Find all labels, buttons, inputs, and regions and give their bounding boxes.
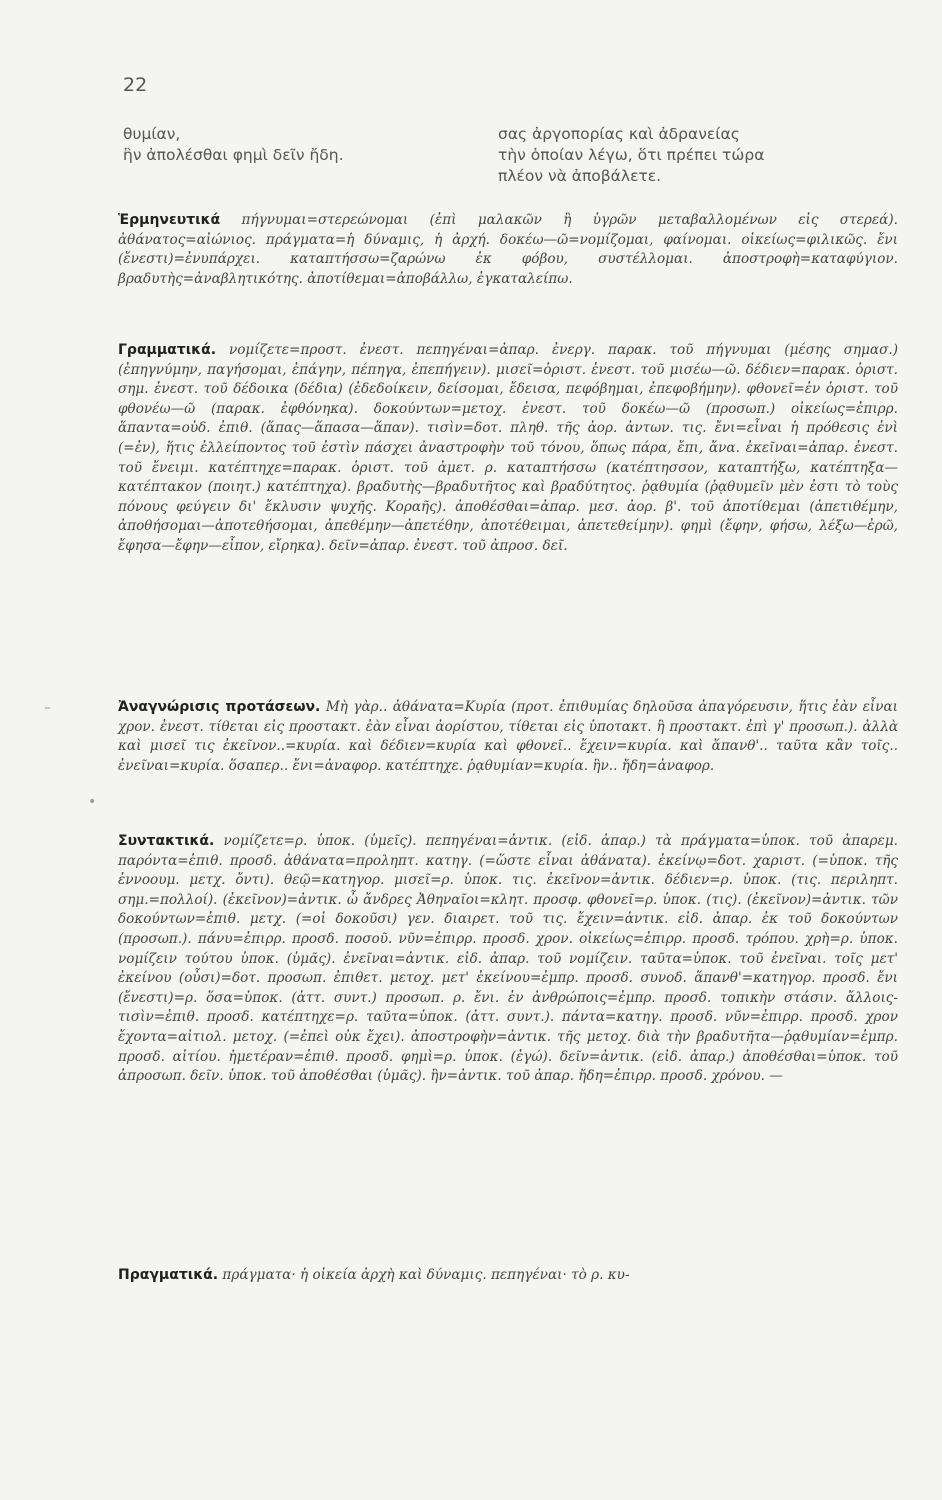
greek-text: [123, 124, 483, 187]
verse-block: [123, 124, 903, 187]
margin-dash-mark: –: [44, 700, 51, 716]
translation-line: σας ἀργοπορίας καὶ ἀδρανείας: [498, 125, 740, 143]
margin-dot-mark: •: [88, 794, 97, 810]
section-heading: Ἑρμηνευτικά: [118, 212, 221, 228]
section-grammatika: [118, 341, 898, 557]
translation-text: [498, 124, 903, 187]
greek-line: θυμίαν,: [123, 125, 181, 143]
section-heading: Γραμματικά.: [118, 342, 217, 358]
section-heading: Πραγματικά.: [118, 1267, 219, 1283]
section-syntaktika: [118, 832, 898, 1087]
section-body: νομίζετε=ρ. ὑποκ. (ὑμεῖς). πεπηγέναι=ἀντικ. (εἰδ. ἀπαρ.) τὰ πράγματα=ὑποκ. τοῦ ἀπαρεμ. παρόντα=ἐπιθ. προσδ. ἀθάνατα=προληπτ. κατηγ. (=ὥστε εἶναι ἀθάνατα). ἐκείνῳ=δοτ. χαριστ. (=ὑποκ. τῆς ἐννοουμ. μετχ. ὄντι). θεῷ=κατηγορ. μισεῖ=ρ. ὑποκ. τις. ἐκεῖνον=ἀντικ. δέδιεν=ρ. ὑποκ. (τις. περιληπτ. σημ.=πολλοί). (ἐκεῖνον)=ἀντικ. ὦ ἄνδρες Ἀθηναῖοι=κλητ. προσφ. φθονεῖ=ρ. ὑποκ. (τις). (ἐκεῖνον)=ἀντικ. τῶν δοκούντων=ἐπιθ. μετχ. (=οἱ δοκοῦσι) γεν. διαιρετ. τοῦ τις. ἔχειν=ἀντικ. εἰδ. ἀπαρ. ἐκ τοῦ δοκούντων (προσωπ.). πάνυ=ἐπιρρ. προσδ. ποσοῦ. νῦν=ἐπιρρ. προσδ. χρον. οἰκείως=ἐπιρρ. προσδ. τρόπου. χρὴ=ρ. ὑποκ. νομίζειν τούτου ὑποκ. (ὑμᾶς). ἐνεῖναι=ἀντικ. εἰδ. ἀπαρ. τοῦ νομίζειν. ταῦτα=ὑποκ. τοῦ ἐνεῖναι. τοῖς μετ' ἐκείνου (οὖσι)=δοτ. προσωπ. ἐπιθετ. μετοχ. μετ' ἐκείνου=ἐμπρ. προσδ. συνοδ. ἅπανθ'=κατηγορ. προσδ. ἔνι (ἔνεστι)=ρ. ὅσα=ὑποκ. (ἀττ. συντ.) προσωπ. ρ. ἔνι. ἐν ἀνθρώποις=ἐμπρ. προσδ. τοπικὴν στάσιν. ἄλλοις-τισὶν=ἐπιθ. προσδ. κατέπτηχε=ρ. ταῦτα=ὑποκ. (ἀττ. συντ.). πάντα=κατηγ. προσδ. νῦν=ἐπιρρ. προσδ. χρον ἔχοντα=αἰτιολ. μετοχ. (=ἐπεὶ οὐκ ἔχει). ἀποστροφὴν=ἀντικ. τῆς μετοχ. διὰ τὴν βραδυτῆτα—ῥᾳθυμίαν=ἐμπρ. προσδ. αἰτίου. ἡμετέραν=ἐπιθ. προσδ. φημὶ=ρ. ὑποκ. (ἐγώ). δεῖν=ἀντικ. (εἰδ. ἀπαρ.) ἀποθέσθαι=ὑποκ. τοῦ ἀπροσωπ. δεῖν. ὑποκ. τοῦ ἀποθέσθαι (ὑμᾶς). ἣν=ἀντικ. τοῦ ἀπαρ. ἤδη=ἐπιρρ. προσδ. χρόνου. —: [118, 833, 898, 1085]
section-body: νομίζετε=προστ. ἐνεστ. πεπηγέναι=ἀπαρ. ἐνεργ. παρακ. τοῦ πήγνυμαι (μέσης σημασ.) (ἐπηγνύμην, παγήσομαι, ἐπάγην, πέπηγα, ἐπεπήγειν). μισεῖ=ὁριστ. ἐνεστ. τοῦ μισέω—ῶ. δέδιεν=παρακ. ὁριστ. σημ. ἐνεστ. τοῦ δέδοικα (δέδια) (ἐδεδοίκειν, δείσομαι, ἔδεισα, πεφόβημαι, ἐπεφοβήμην). φθονεῖ=ἐν ὁριστ. τοῦ φθονέω—ῶ (παρακ. ἐφθόνηκα). δοκούντων=μετοχ. ἐνεστ. τοῦ δοκέω—ῶ (προσωπ.) οἰκείως=ἐπιρρ. ἅπαντα=οὐδ. ἐπιθ. (ἅπας—ἅπασα—ἅπαν). τισὶν=δοτ. πληθ. τῆς ἀορ. ἀντων. τις. ἔνι=εἶναι ἡ πρόθεσις ἐνὶ (=ἐν), ἥτις ἐλλείποντος τοῦ ἐστὶν πάσχει ἀναστροφὴν τοῦ τόνου, ὅπως πάρα, ἔπι, ἄνα. ἐκεῖναι=ἀπαρ. ἐνεστ. τοῦ ἔνειμι. κατέπτηχε=παρακ. ὁριστ. τοῦ ἀμετ. ρ. καταπτήσσω (κατέπτησσον, καταπτήξω, κατέπτηξα—κατέπτακον (ποιητ.) κατέπτηχα). βραδυτὴς—βραδυτῆτος καὶ βραδύτητος. ῥᾳθυμία (ῥᾳθυμεῖν μὲν ἐστι τὸ τοὺς πόνους φεύγειν δι' ἔκλυσιν ψυχῆς. Κοραῆς). ἀποθέσθαι=ἀπαρ. μεσ. ἀορ. β'. τοῦ ἀποτίθεμαι (ἀπετιθέμην, ἀποθήσομαι—ἀποτεθήσομαι, ἀπεθέμην—ἀπετέθην, ἀποτέθειμαι, ἀπετεθείμην). φημὶ (ἔφην, φήσω, λέξω—ἐρῶ, ἔφησα—ἔφην—εἶπον, εἴρηκα). δεῖν=ἀπαρ. ἐνεστ. τοῦ ἀπροσ. δεῖ.: [118, 342, 898, 554]
section-heading: Συντακτικά.: [118, 833, 215, 849]
section-pragmatika: [118, 1266, 898, 1286]
section-hermeneutika: [118, 211, 898, 289]
translation-line: τὴν ὁποίαν λέγω, ὅτι πρέπει τώρα: [498, 146, 765, 164]
section-body: πράγματα· ἡ οἰκεία ἀρχὴ καὶ δύναμις. πεπηγέναι· τὸ ρ. κυ-: [222, 1267, 630, 1283]
section-body: Μὴ γὰρ.. ἀθάνατα=Κυρία (προτ. ἐπιθυμίας δηλοῦσα ἀπαγόρευσιν, ἥτις ἐὰν εἶναι χρον. ἐνεστ. τίθεται εἰς προστακτ. ἐὰν εἶναι ἀορίστου, τίθεται εἰς ὑποτακτ. ἢ προστακτ. ἐπὶ γ' προσωπ.). ἀλλὰ καὶ μισεῖ τις ἐκεῖνον..=κυρία. καὶ δέδιεν=κυρία καὶ φθονεῖ.. ἔχειν=κυρία. καὶ ἅπανθ'.. ταῦτα κἂν τοῖς.. ἐνεῖναι=κυρία. ὅσαπερ.. ἔνι=ἀναφορ. κατέπτηχε. ῥᾳθυμίαν=κυρία. ἣν.. ἤδη=ἀναφορ.: [118, 699, 898, 774]
section-heading: Ἀναγνώρισις προτάσεων.: [118, 699, 321, 715]
translation-line: πλέον νὰ ἀποβάλετε.: [498, 167, 662, 185]
greek-line: ἣν ἀπολέσθαι φημὶ δεῖν ἤδη.: [123, 146, 344, 164]
page-number: 22: [123, 74, 148, 96]
section-anagnorisis: [118, 698, 898, 776]
section-body: πήγνυμαι=στερεώνομαι (ἐπὶ μαλακῶν ἢ ὑγρῶν μεταβαλλομένων εἰς στερεά). ἀθάνατος=αἰώνιος. πράγματα=ἡ δύναμις, ἡ ἀρχή. δοκέω—ῶ=νομίζομαι, φαίνομαι. οἰκείως=φιλικῶς. ἔνι (ἔνεστι)=ἐνυπάρχει. καταπτήσσω=ζαρώνω ἐκ φόβου, συστέλλομαι. ἀποστροφὴ=καταφύγιον. βραδυτὴς=ἀναβλητικότης. ἀποτίθεμαι=ἀποβάλλω, ἐγκαταλείπω.: [118, 212, 898, 287]
